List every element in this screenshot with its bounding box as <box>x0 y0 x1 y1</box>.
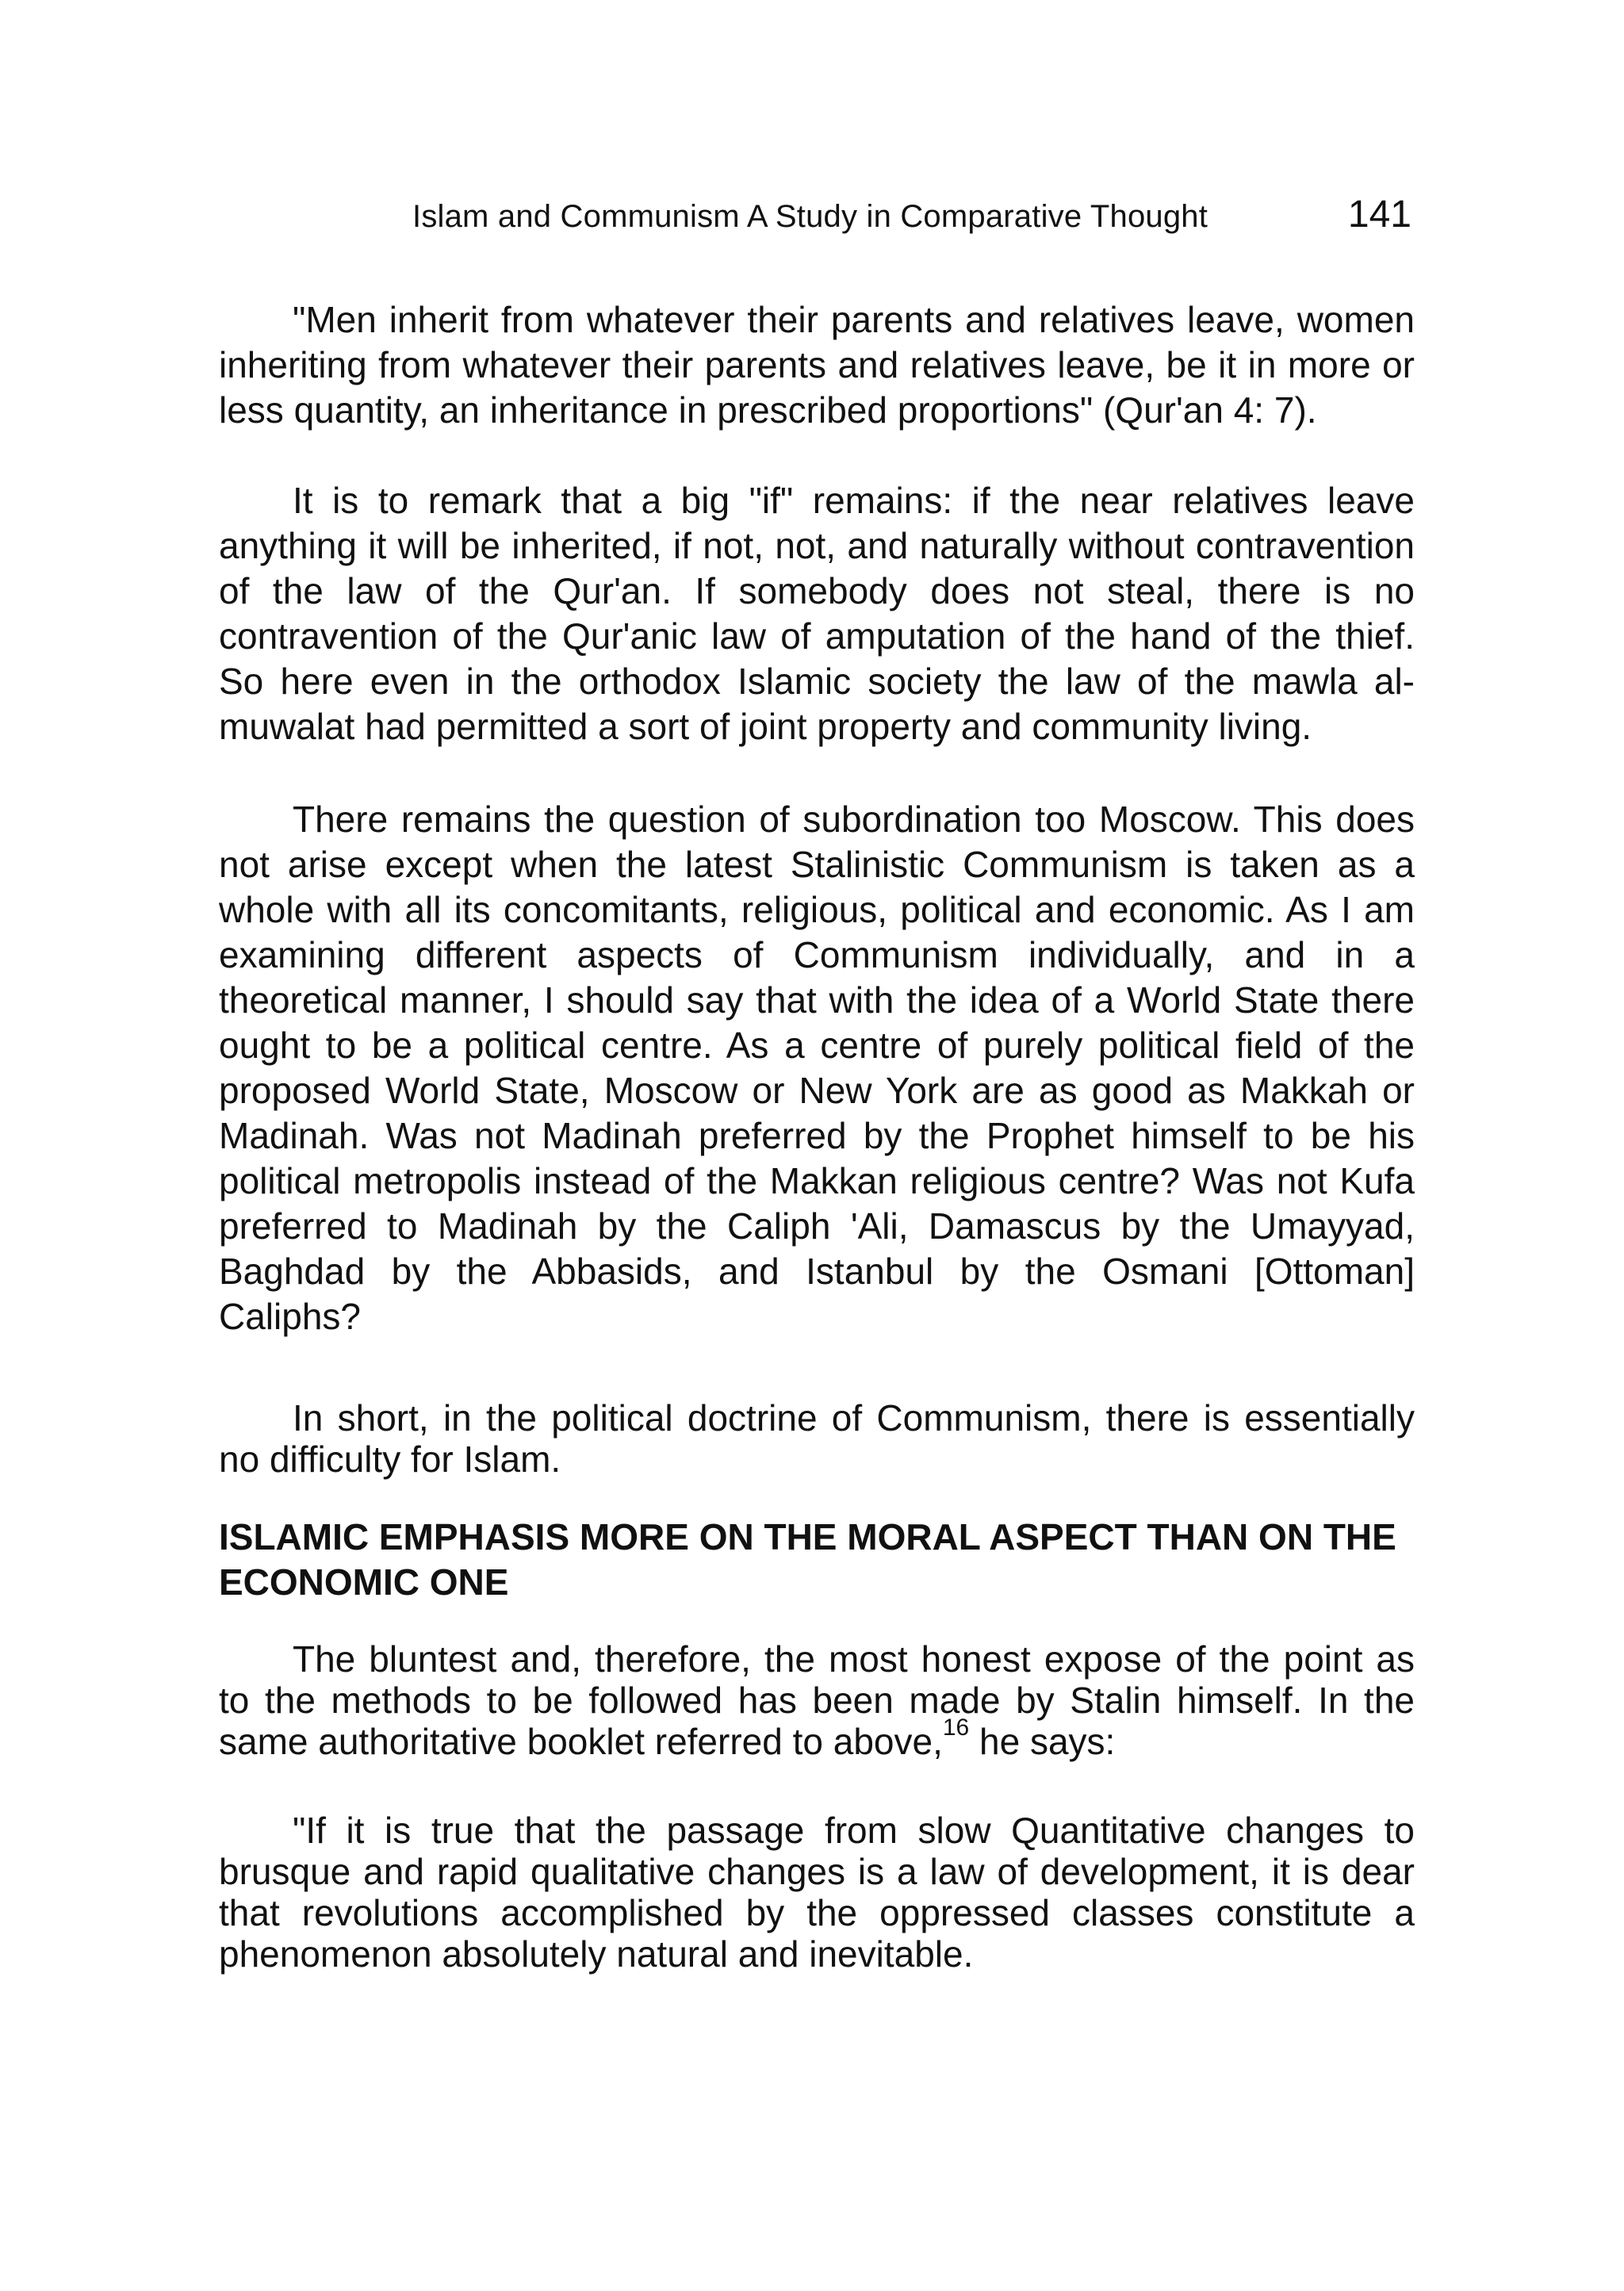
paragraph-in-short <box>219 1397 1415 1480</box>
page-header <box>412 193 1411 240</box>
page-number: 141 <box>1347 193 1411 236</box>
paragraph-big-if <box>219 478 1415 749</box>
paragraph-text: "If it is true that the passage from slow Quantitative changes to brusque and rapid qualitative changes is a law of development, it is dear that revolutions accomplished by the oppressed classes constitute a phenomenon absolutely natural and inevitable. <box>219 1810 1415 1975</box>
paragraph-text: There remains the question of subordination too Moscow. This does not arise except when the latest Stalinistic Communism is taken as a whole with all its concomitants, religious, political and economic. As I am examining different aspects of Communism individually, and in a theoretical manner, I should say that with the idea of a World State there ought to be a political centre. As a centre of purely political field of the proposed World State, Moscow or New York are as good as Makkah or Madinah. Was not Madinah preferred by the Prophet himself to be his political metropolis instead of the Makkan religious centre? Was not Kufa preferred to Madinah by the Caliph 'Ali, Damascus by the Umayyad, Baghdad by the Abbasids, and Istanbul by the Osmani [Ottoman] Caliphs? <box>219 799 1415 1337</box>
section-heading: ISLAMIC EMPHASIS MORE ON THE MORAL ASPECT THAN ON THE ECONOMIC ONE <box>219 1516 1396 1603</box>
footnote-reference: 16 <box>942 1714 970 1741</box>
paragraph-quran-inheritance <box>219 297 1415 433</box>
paragraph-text: In short, in the political doctrine of Communism, there is essentially no difficulty for Islam. <box>219 1397 1415 1480</box>
paragraph-stalin-quote <box>219 1810 1415 1975</box>
paragraph-text: "Men inherit from whatever their parents and relatives leave, women inheriting from whatever their parents and relatives leave, be it in more or less quantity, an inheritance in prescribed proportions" (Qur'an 4: 7). <box>219 299 1415 431</box>
paragraph-text: It is to remark that a big "if" remains: if the near relatives leave anything it will be inherited, if not, not, and naturally without contravention of the law of the Qur'an. If somebody does not steal, there is no contravention of the Qur'anic law of amputation of the hand of the thief. So here even in the orthodox Islamic society the law of the mawla al-muwalat had permitted a sort of joint property and community living. <box>219 480 1415 747</box>
running-title: Islam and Communism A Study in Comparative Thought <box>412 199 1208 234</box>
paragraph-text-after-note: he says: <box>969 1721 1116 1762</box>
paragraph-text-before-note: The bluntest and, therefore, the most honest expose of the point as to the methods to be followed has been made by Stalin himself. In the same authoritative booklet referred to above, <box>219 1638 1415 1762</box>
paragraph-stalin-expose <box>219 1638 1415 1762</box>
paragraph-moscow-subordination <box>219 797 1415 1339</box>
